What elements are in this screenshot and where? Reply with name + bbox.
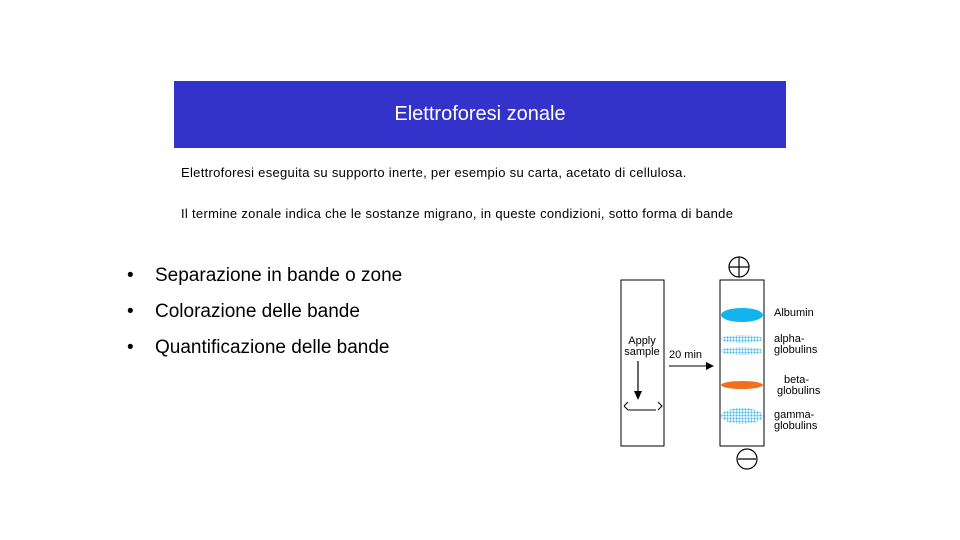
bullet-item-colorazione [127,301,402,337]
page-title: Elettroforesi zonale [394,103,566,125]
bullet-item-separazione [127,265,402,301]
band-beta [721,381,763,389]
paragraph-zonale: Il termine zonale indica che le sostanze migrano, in queste condizioni, sotto forma di bande [181,206,734,221]
negative-electrode-icon [737,449,757,469]
bullet-dot-icon: • [127,265,134,286]
bullet-text: Quantificazione delle bande [155,337,390,358]
band-albumin [721,308,763,322]
bullet-list [127,265,402,373]
electrophoresis-diagram [600,252,840,474]
label-alpha-1: alpha- [774,333,805,345]
apply-sample-line-1: Apply [628,335,656,347]
bullet-dot-icon: • [127,301,134,322]
strip-before [621,280,664,446]
label-beta-1: beta- [784,374,810,386]
time-label: 20 min [669,349,703,361]
bullet-item-quantificazione [127,337,402,373]
time-arrowhead-icon [706,362,714,370]
label-gamma-2: globulins [774,420,818,432]
band-alpha-1 [721,335,763,343]
band-alpha-2 [721,347,763,355]
label-alpha-2: globulins [774,344,818,356]
positive-electrode-icon [729,257,749,277]
apply-sample-line-2: sample [624,346,660,358]
apply-sample-label [624,335,659,358]
band-gamma [721,408,763,424]
bullet-text: Colorazione delle bande [155,301,360,322]
bullet-text: Separazione in bande o zone [155,265,403,286]
label-gamma-1: gamma- [774,409,815,421]
title-bar [174,81,786,148]
bullet-dot-icon: • [127,337,134,358]
label-beta-2: globulins [777,385,821,397]
label-albumin: Albumin [774,307,814,319]
paragraph-definition: Elettroforesi eseguita su supporto inerte, per esempio su carta, acetato di cellulosa. [181,165,687,180]
